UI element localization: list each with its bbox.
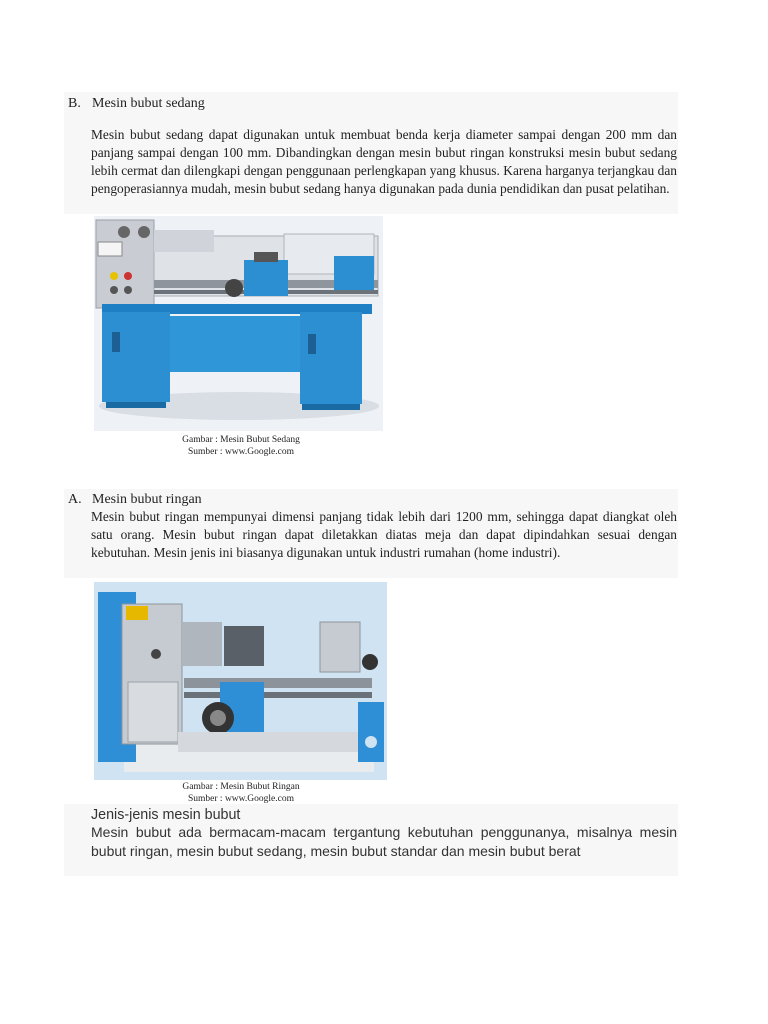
light-lathe-caption-source: Sumber : www.Google.com bbox=[188, 794, 294, 804]
section-a-marker: A. bbox=[68, 492, 82, 507]
section-jenis-title: Jenis-jenis mesin bubut bbox=[91, 807, 241, 823]
section-b-paragraph: Mesin bubut sedang dapat digunakan untuk membuat benda kerja diameter sampai dengan 200 mm dan panjang sampai dengan 100 mm. Dibandingkan dengan mesin bubut ringan konstruksi mesin bubut sedang lebih cermat dan dilengkapi dengan penggunaan perlengkapan yang khusus. Karena harganya terjangkau dan pengoperasiannya mudah, mesin bubut sedang hanya digunakan pada dunia pendidikan dan pusat pelatihan. bbox=[91, 127, 677, 196]
section-b-heading bbox=[68, 95, 368, 113]
section-jenis-paragraph: Mesin bubut ada bermacam-macam tergantung kebutuhan penggunanya, misalnya mesin bubut ringan, mesin bubut sedang, mesin bubut standar dan mesin bubut berat bbox=[91, 824, 677, 859]
section-a-heading bbox=[68, 491, 368, 509]
medium-lathe-caption bbox=[141, 434, 341, 458]
section-a-paragraph: Mesin bubut ringan mempunyai dimensi panjang tidak lebih dari 1200 mm, sehingga dapat diangkat oleh satu orang. Mesin bubut ringan dapat diletakkan diatas meja dan dapat dipindahkan sesuai dengan kebutuhan. Mesin jenis ini biasanya digunakan untuk industri rumahan (home industri). bbox=[91, 509, 677, 560]
medium-lathe-caption-source: Sumber : www.Google.com bbox=[188, 447, 294, 457]
section-a-title: Mesin bubut ringan bbox=[92, 492, 202, 507]
light-lathe-image bbox=[94, 582, 387, 780]
light-lathe-caption-title: Gambar : Mesin Bubut Ringan bbox=[182, 782, 300, 792]
medium-lathe-image bbox=[94, 216, 383, 431]
light-lathe-caption bbox=[141, 781, 341, 805]
section-b-title: Mesin bubut sedang bbox=[92, 96, 205, 111]
section-b-marker: B. bbox=[68, 96, 81, 111]
medium-lathe-caption-title: Gambar : Mesin Bubut Sedang bbox=[182, 435, 300, 445]
